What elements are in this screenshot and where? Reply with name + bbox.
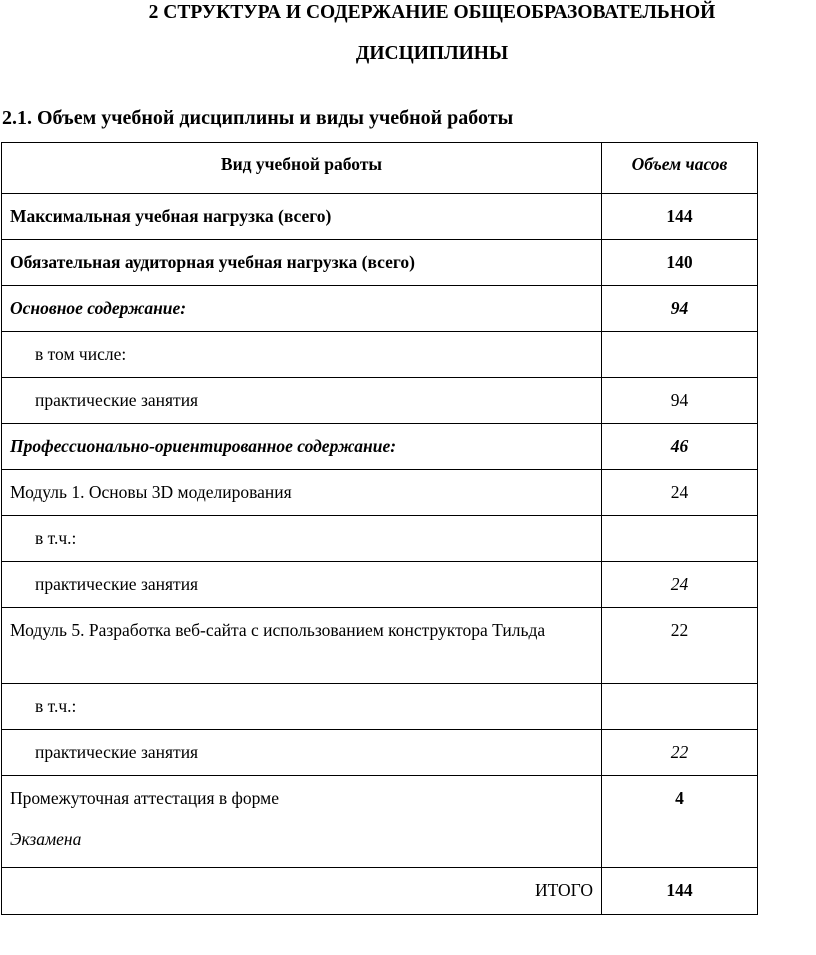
row-value: 24	[602, 562, 758, 608]
table-row	[2, 730, 758, 776]
row-label: Модуль 1. Основы 3D моделирования	[2, 470, 602, 516]
row-label: Промежуточная аттестация в форме	[10, 788, 279, 808]
row-label: в т.ч.:	[2, 684, 602, 730]
heading-line-2: ДИСЦИПЛИНЫ	[355, 43, 509, 64]
total-label: ИТОГО	[2, 868, 602, 915]
section-title: 2.1. Объем учебной дисциплины и виды учебной работы	[2, 107, 514, 129]
row-value: 94	[602, 378, 758, 424]
row-value: 46	[602, 424, 758, 470]
row-label: в том числе:	[2, 332, 602, 378]
row-label-cell	[2, 776, 602, 868]
row-label: в т.ч.:	[2, 516, 602, 562]
row-label: практические занятия	[2, 378, 602, 424]
table-row	[2, 516, 758, 562]
header-hours: Объем часов	[602, 143, 758, 194]
table-header-row	[2, 143, 758, 194]
row-label: Профессионально-ориентированное содержание:	[2, 424, 602, 470]
table-row	[2, 684, 758, 730]
total-value: 144	[602, 868, 758, 915]
row-label: Обязательная аудиторная учебная нагрузка (всего)	[2, 240, 602, 286]
row-label: практические занятия	[2, 730, 602, 776]
header-type: Вид учебной работы	[2, 143, 602, 194]
row-value: 24	[602, 470, 758, 516]
row-value: 4	[602, 776, 758, 868]
table-row	[2, 608, 758, 684]
table-row	[2, 194, 758, 240]
table-row	[2, 286, 758, 332]
row-label: Основное содержание:	[2, 286, 602, 332]
table-row	[2, 470, 758, 516]
heading-line-1: 2 СТРУКТУРА И СОДЕРЖАНИЕ ОБЩЕОБРАЗОВАТЕЛЬНОЙ	[148, 2, 716, 23]
row-value: 94	[602, 286, 758, 332]
row-value: 140	[602, 240, 758, 286]
row-label: Модуль 5. Разработка веб-сайта с использованием конструктора Тильда	[2, 608, 602, 684]
table-row	[2, 776, 758, 868]
table-row	[2, 240, 758, 286]
row-value: 22	[602, 608, 758, 684]
table-row	[2, 424, 758, 470]
table-row	[2, 562, 758, 608]
row-value	[602, 516, 758, 562]
row-value	[602, 684, 758, 730]
table-row	[2, 332, 758, 378]
workload-table	[1, 142, 758, 915]
table-row	[2, 378, 758, 424]
row-value: 144	[602, 194, 758, 240]
row-sublabel: Экзамена	[10, 829, 82, 849]
row-label: Максимальная учебная нагрузка (всего)	[2, 194, 602, 240]
row-label: практические занятия	[2, 562, 602, 608]
total-row	[2, 868, 758, 915]
row-value: 22	[602, 730, 758, 776]
row-value	[602, 332, 758, 378]
